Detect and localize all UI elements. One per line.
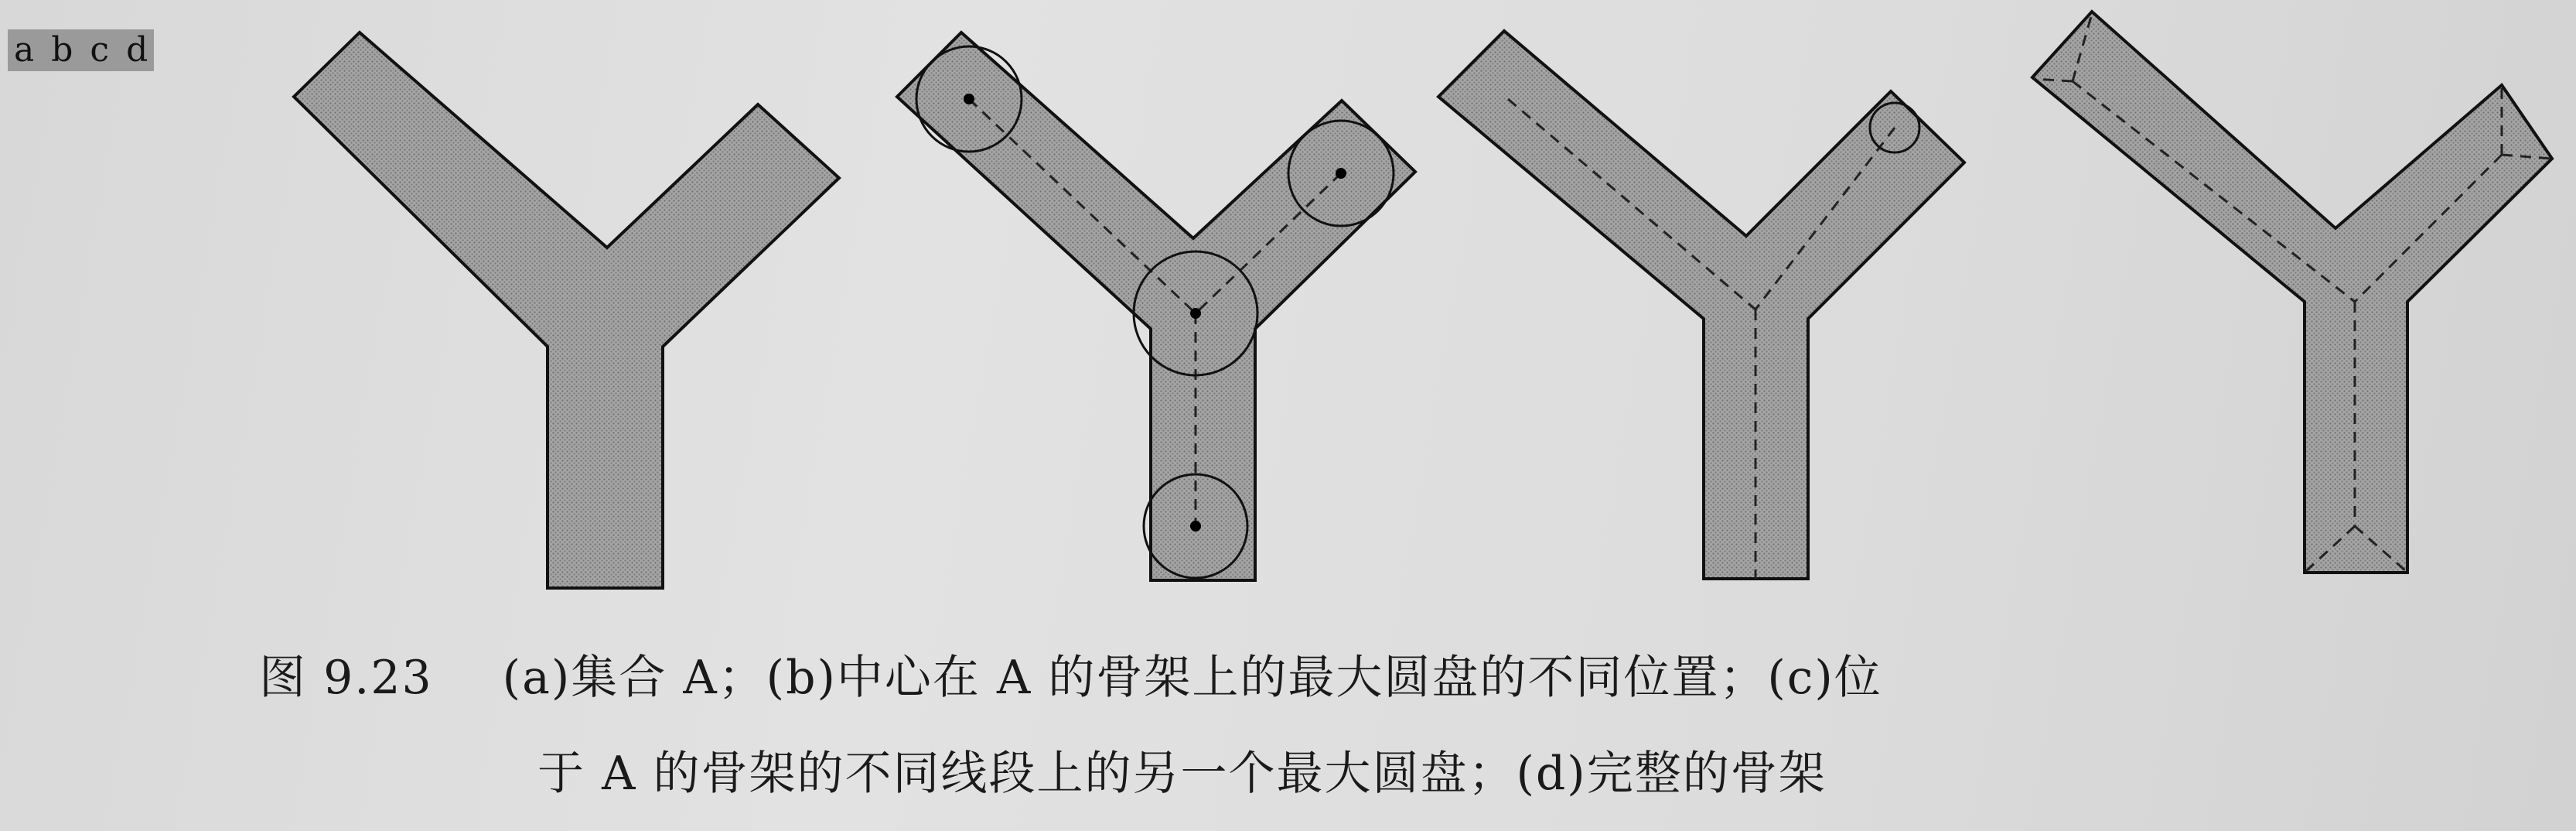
panel-label-a: a (14, 30, 35, 70)
panel-c-another-disk (1438, 31, 1964, 579)
panel-d-complete-skeleton (2032, 12, 2552, 573)
panel-b-maximal-disks (897, 32, 1415, 580)
caption-text-2: 于 A 的骨架的不同线段上的另一个最大圆盘；(d)完整的骨架 (537, 747, 1827, 801)
y-shape-c (1438, 31, 1964, 579)
y-shape-a (294, 32, 839, 588)
figure-caption-line-2 (537, 737, 1827, 803)
y-shape-d (2032, 12, 2552, 573)
caption-text-1: (a)集合 A；(b)中心在 A 的骨架上的最大圆盘的不同位置；(c)位 (502, 651, 1882, 705)
y-shape-b (897, 32, 1415, 580)
panel-label-c: c (90, 30, 110, 70)
figure-number: 图 9.23 (259, 651, 433, 705)
figure-caption-line-1 (259, 641, 1882, 707)
panel-label-b: b (51, 30, 73, 70)
panel-label-d: d (126, 30, 148, 70)
panel-a-set-A (294, 32, 839, 588)
